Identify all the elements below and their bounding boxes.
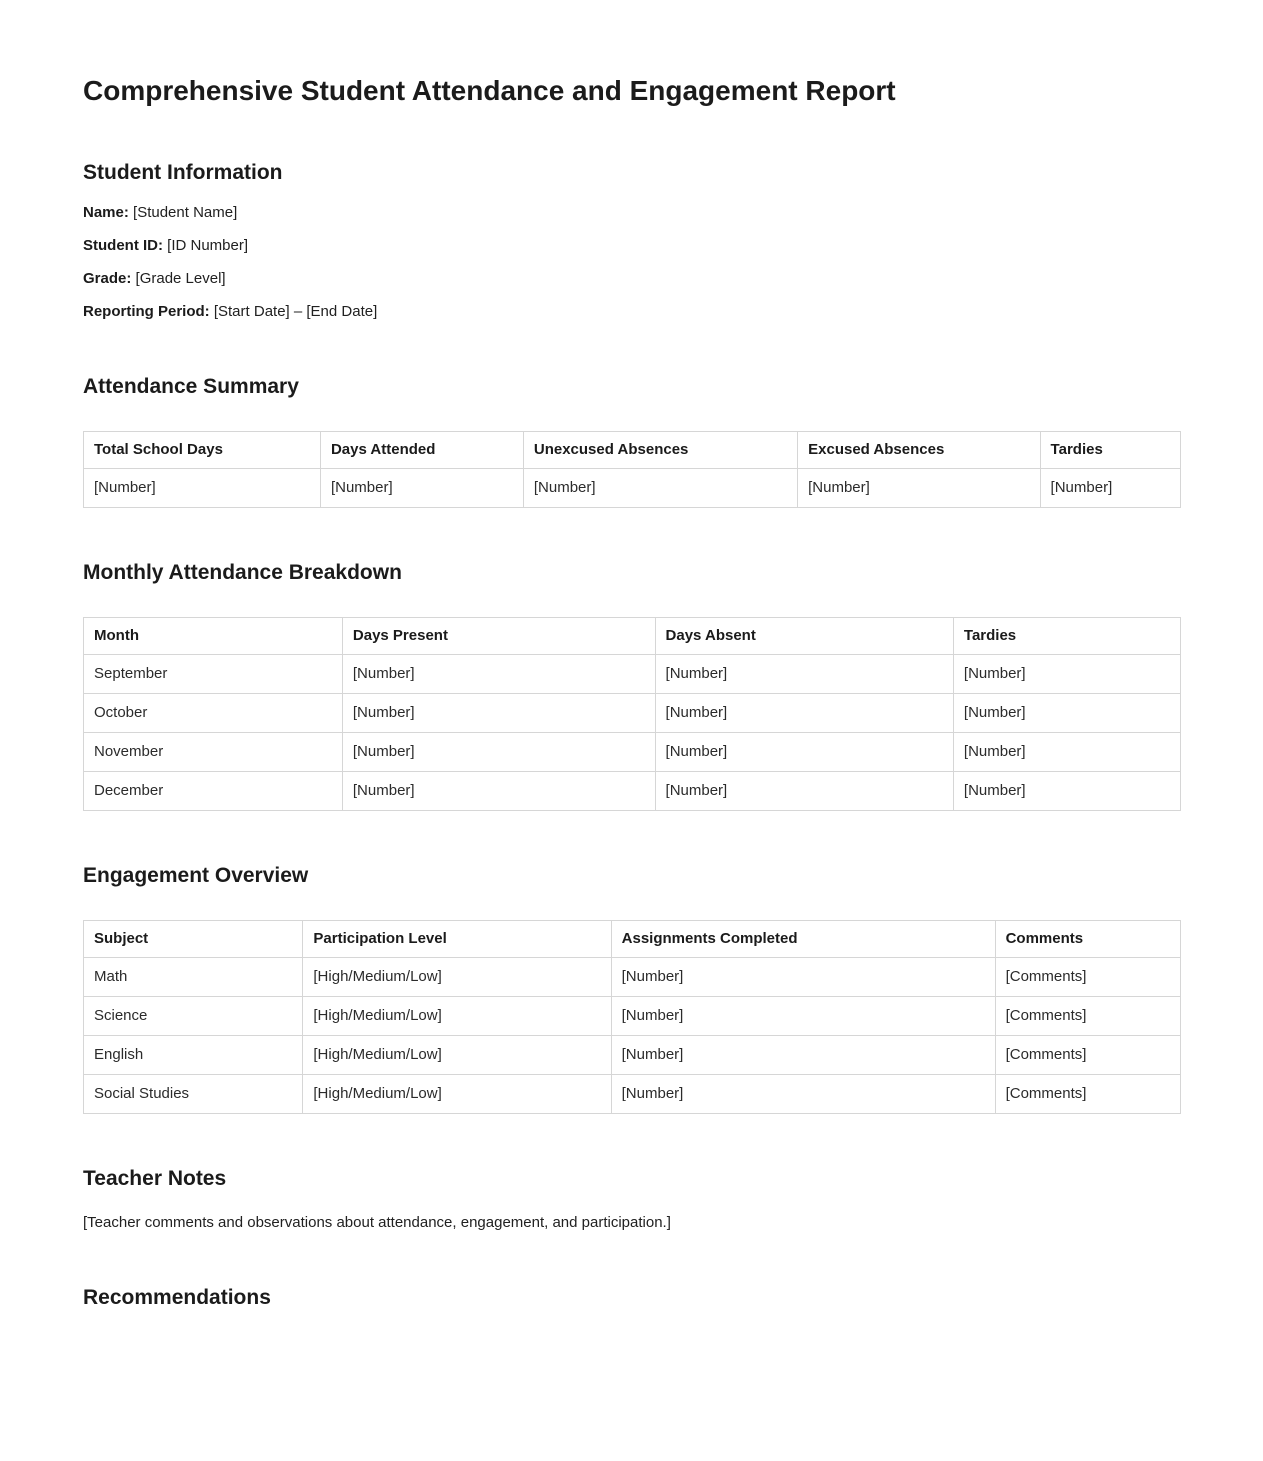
table-cell: September [84,655,343,694]
table-cell: [Number] [655,772,953,811]
table-row-october [84,694,1181,733]
table-cell: [Number] [798,469,1040,508]
column-header-comments: Comments [995,921,1180,958]
table-cell: [Number] [611,958,995,997]
table-row-september [84,655,1181,694]
table-cell: Science [84,997,303,1036]
monthly-breakdown-table [83,617,1181,811]
table-cell: [Number] [611,997,995,1036]
table-cell: [Number] [953,772,1180,811]
table-cell: [Number] [611,1036,995,1075]
column-header-days-attended: Days Attended [320,432,523,469]
table-cell: [High/Medium/Low] [303,1036,611,1075]
field-name-value: [Student Name] [133,204,238,221]
table-cell: Social Studies [84,1075,303,1114]
table-cell: [Number] [953,655,1180,694]
field-student-id-value: [ID Number] [167,237,249,254]
column-header-assignments-completed: Assignments Completed [611,921,995,958]
student-information-heading: Student Information [83,161,283,184]
column-header-excused-absences: Excused Absences [798,432,1040,469]
table-header-row [84,432,1181,469]
table-cell: [Comments] [995,1036,1180,1075]
table-cell: [High/Medium/Low] [303,997,611,1036]
column-header-participation-level: Participation Level [303,921,611,958]
table-cell: [Number] [611,1075,995,1114]
teacher-notes-body: [Teacher comments and observations about attendance, engagement, and participation.] [83,1214,671,1231]
field-name-label: Name: [83,204,129,221]
table-cell: October [84,694,343,733]
table-cell: [Number] [953,694,1180,733]
engagement-overview-heading: Engagement Overview [83,864,309,887]
table-cell: [Number] [342,772,655,811]
teacher-notes-heading: Teacher Notes [83,1167,227,1190]
table-cell: [Number] [342,655,655,694]
table-row [84,469,1181,508]
attendance-summary-table [83,431,1181,508]
column-header-unexcused-absences: Unexcused Absences [523,432,797,469]
table-header-row [84,618,1181,655]
field-student-id-label: Student ID: [83,237,163,254]
column-header-subject: Subject [84,921,303,958]
table-cell: [High/Medium/Low] [303,958,611,997]
table-cell: [Number] [655,655,953,694]
column-header-month: Month [84,618,343,655]
field-name [83,203,1181,223]
table-cell: [Comments] [995,997,1180,1036]
recommendations-heading: Recommendations [83,1286,271,1309]
table-row-math [84,958,1181,997]
field-grade-label: Grade: [83,270,132,287]
column-header-total-school-days: Total School Days [84,432,321,469]
table-cell: [Number] [523,469,797,508]
field-reporting-period [83,302,1181,322]
table-cell: English [84,1036,303,1075]
monthly-breakdown-heading: Monthly Attendance Breakdown [83,561,402,584]
table-cell: [Number] [655,733,953,772]
table-cell: Math [84,958,303,997]
field-grade [83,269,1181,289]
column-header-days-present: Days Present [342,618,655,655]
table-cell: [Comments] [995,1075,1180,1114]
table-cell: [Number] [342,694,655,733]
table-row-social-studies [84,1075,1181,1114]
column-header-tardies: Tardies [953,618,1180,655]
table-cell: November [84,733,343,772]
table-cell: [Number] [1040,469,1180,508]
field-reporting-period-label: Reporting Period: [83,303,210,320]
table-cell: [Comments] [995,958,1180,997]
table-row-science [84,997,1181,1036]
table-header-row [84,921,1181,958]
column-header-days-absent: Days Absent [655,618,953,655]
table-row-december [84,772,1181,811]
column-header-tardies: Tardies [1040,432,1180,469]
table-row-november [84,733,1181,772]
field-grade-value: [Grade Level] [135,270,226,287]
engagement-overview-table [83,920,1181,1114]
field-reporting-period-value: [Start Date] – [End Date] [213,303,378,320]
table-cell: December [84,772,343,811]
table-cell: [Number] [84,469,321,508]
table-cell: [Number] [655,694,953,733]
page-title: Comprehensive Student Attendance and Engagement Report [83,75,896,106]
table-row-english [84,1036,1181,1075]
table-cell: [Number] [953,733,1180,772]
table-cell: [Number] [320,469,523,508]
field-student-id [83,236,1181,256]
attendance-summary-heading: Attendance Summary [83,375,299,398]
table-cell: [Number] [342,733,655,772]
table-cell: [High/Medium/Low] [303,1075,611,1114]
